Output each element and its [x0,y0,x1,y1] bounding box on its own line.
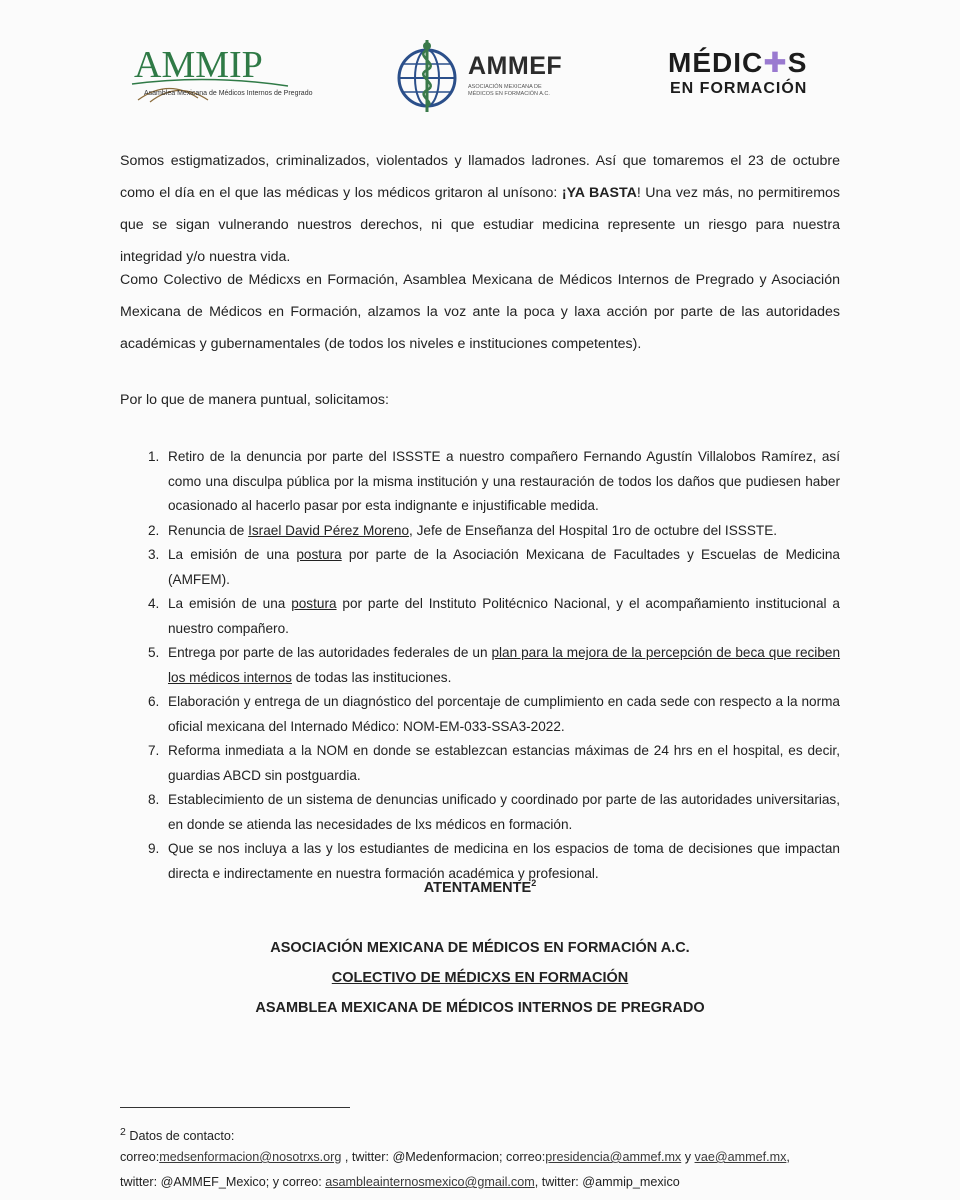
demand-item: 9. Que se nos incluya a las y los estudiantes de medicina en los espacios de toma de decisiones que impactan directa e indirectamente en nuestra formación académica y profesional. [148,841,840,881]
demand-item: 4. La emisión de una postura por parte del Instituto Politécnico Nacional, y el acompañamiento institucional a nuestro compañero. [148,596,840,636]
signatory-ammef: ASOCIACIÓN MEXICANA DE MÉDICOS EN FORMACIÓN A.C. [270,940,690,956]
signatory-colectivo: COLECTIVO DE MÉDICXS EN FORMACIÓN [331,970,629,986]
paragraph-intro: Somos estigmatizados, criminalizados, violentados y llamados ladrones. Así que tomaremos el 23 de octubre como el día en el que las médicas y los médicos gritaron al unísono: ¡YA BASTA! Una vez más, no permitiremos que se sigan vulnerando nuestros derechos, ni que estudiar medicina represente un riesgo para nuestra integridad y/o nuestra vida. [120,153,840,265]
signatory-ammip: ASAMBLEA MEXICANA DE MÉDICOS INTERNOS DE PREGRADO [255,1000,705,1016]
demand-item: 2. Renuncia de Israel David Pérez Moreno, Jefe de Enseñanza del Hospital 1ro de octubre del ISSSTE. [148,522,778,538]
demands-list [120,445,840,886]
ammip-logo-text: AMMIP [134,44,263,86]
ammef-logo [394,38,574,114]
email-link-medsenformacion[interactable]: medsenformacion@nosotrxs.org [159,1150,342,1164]
medicos-subtitle: EN FORMACIÓN [670,80,808,97]
ammip-subtitle: Asamblea Mexicana de Médicos Internos de Pregrado [144,90,313,97]
medical-cross-icon: ✚ [763,47,788,78]
email-link-vae[interactable]: vae@ammef.mx [694,1150,787,1164]
footnote-reference: 2 [531,878,537,888]
footnote-divider [120,1107,350,1108]
medicos-logo-text: MÉDIC✚S [668,47,808,78]
paragraph-collective: Como Colectivo de Médicxs en Formación, Asamblea Mexicana de Médicos Internos de Pregrado y Asociación Mexicana de Médicos en Formación, alzamos la voz ante la poca y laxa acción por parte de las autoridades académicas y gubernamentales (de todos los niveles e instituciones competentes). [120,272,840,352]
footnote-contacts-line2: twitter: @AMMEF_Mexico; y correo: asambleainternosmexico@gmail.com, twitter: @ammip_mexico [120,1175,680,1189]
caduceus-globe-icon [394,38,460,114]
demand-item: 5. Entrega por parte de las autoridades federales de un plan para la mejora de la percepción de beca que reciben los médicos internos de todas las instituciones. [148,645,841,685]
footnote-contacts-line1: correo:medsenformacion@nosotrxs.org , twitter: @Medenformacion; correo:presidencia@ammef.mx y vae@ammef.mx, [120,1150,790,1164]
ammef-subtitle: ASOCIACIÓN MEXICANA DE MÉDICOS EN FORMACIÓN A.C. [468,84,550,97]
ya-basta-emphasis: ¡YA BASTA [561,185,637,201]
ammip-logo [128,42,313,112]
email-link-presidencia[interactable]: presidencia@ammef.mx [545,1150,682,1164]
logo-header [0,34,960,124]
email-link-asamblea[interactable]: asambleainternosmexico@gmail.com [325,1175,535,1189]
ammef-logo-text: AMMEF [468,52,563,80]
demand-item: 7. Reforma inmediata a la NOM en donde se establezcan estancias máximas de 24 hrs en el hospital, es decir, guardias ABCD sin postguardia. [148,743,840,783]
closing-atentamente: ATENTAMENTE$^2$ [423,878,537,896]
medicos-en-formacion-logo [668,48,848,108]
demand-item: 3. La emisión de una postura por parte de la Asociación Mexicana de Facultades y Escuelas de Medicina (AMFEM). [148,547,840,587]
demand-item: 1. Retiro de la denuncia por parte del ISSSTE a nuestro compañero Fernando Agustín Villalobos Ramírez, así como una disculpa pública por la misma institución y una restauración de todos los daños que pudiesen haber ocasionado al hacerlo pasar por esta indignante e injustificable medida. [148,449,840,513]
paragraph-request-intro: Por lo que de manera puntual, solicitamos: [120,392,389,408]
footnote-label: $^2$ Datos de contacto: [120,1126,235,1144]
demand-item: 6. Elaboración y entrega de un diagnóstico del porcentaje de cumplimiento en cada sede con respecto a la norma oficial mexicana del Internado Médico: NOM-EM-033-SSA3-2022. [148,694,840,734]
demand-item: 8. Establecimiento de un sistema de denuncias unificado y coordinado por parte de las autoridades universitarias, en donde se atienda las necesidades de lxs médicos en formación. [148,792,840,832]
